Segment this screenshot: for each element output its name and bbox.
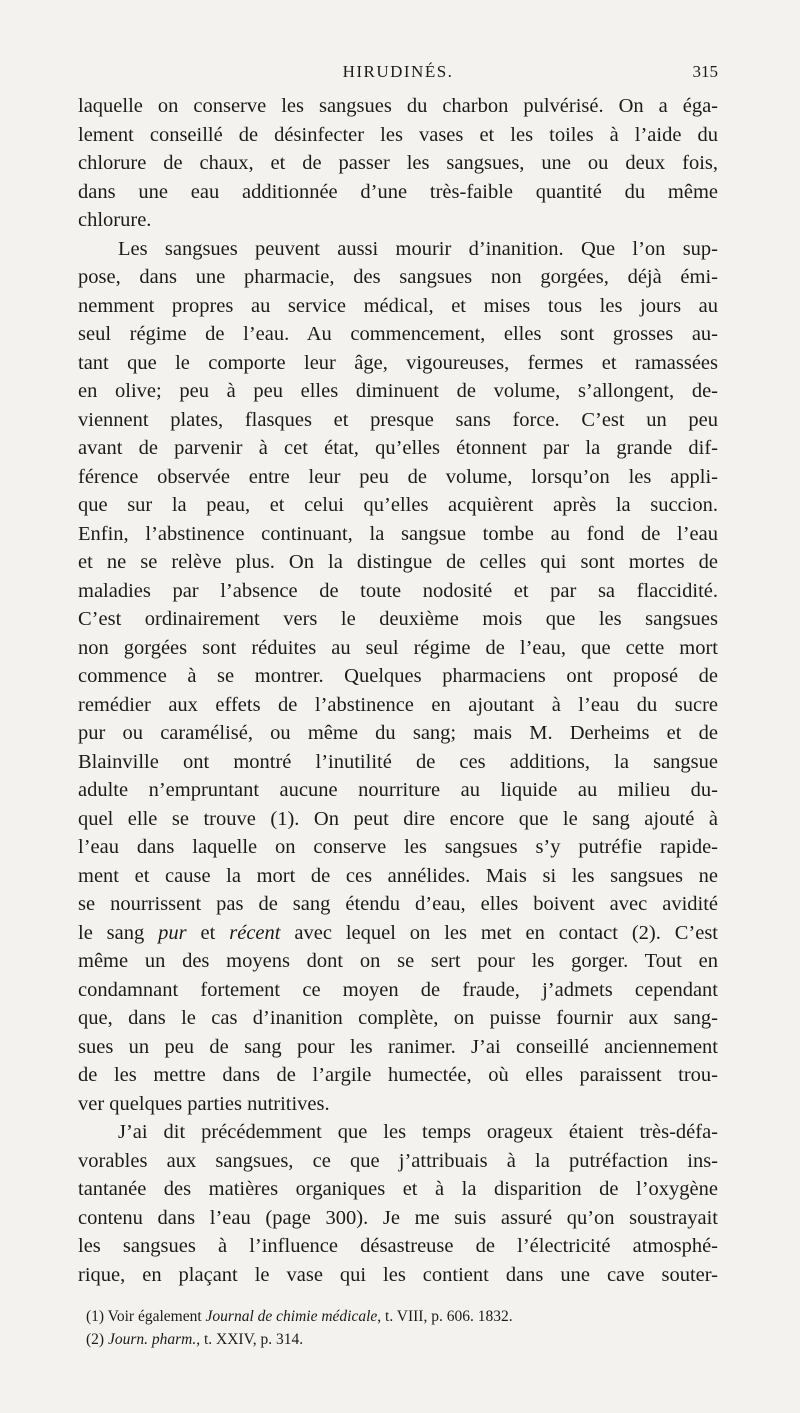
footnote — [78, 1328, 718, 1351]
text-line: quel elle se trouve (1). On peut dire encore que le sang ajouté à — [78, 807, 718, 830]
text-line: de les mettre dans de l’argile humectée, où elles paraissent trou- — [78, 1064, 718, 1086]
footnote-text: , t. VIII, p. 606. 1832. — [377, 1308, 513, 1325]
text-segment: avec lequel on les met en contact (2). C’est — [280, 921, 719, 944]
text-line: viennent plates, flasques et presque sans force. C’est un peu — [78, 408, 718, 431]
text-line: laquelle on conserve les sangsues du charbon pulvérisé. On a éga- — [78, 95, 718, 117]
running-title: HIRUDINÉS. — [342, 62, 454, 81]
text-line: se nourrissent pas de sang étendu d’eau, elles boivent avec avidité — [78, 893, 718, 915]
text-segment: le sang — [78, 921, 159, 944]
text-line: avant de parvenir à cet état, qu’elles étonnent par la grande dif- — [78, 437, 718, 459]
body-text — [78, 92, 718, 1289]
text-line — [78, 919, 718, 948]
text-line: Les sangsues peuvent aussi mourir d’inanition. Que l’on sup- — [118, 237, 718, 260]
text-line: tantanée des matières organiques et à la disparition de l’oxygène — [78, 1178, 718, 1200]
text-line: que, dans le cas d’inanition complète, on puisse fournir aux sang- — [78, 1007, 718, 1029]
text-line: contenu dans l’eau (page 300). Je me suis assuré qu’on soustrayait — [78, 1206, 718, 1229]
text-line: lement conseillé de désinfecter les vases et les toiles à l’aide du — [78, 123, 718, 146]
text-line: rique, en plaçant le vase qui les contient dans une cave souter- — [78, 1263, 718, 1286]
text-line: condamnant fortement ce moyen de fraude, j’admets cependant — [78, 978, 718, 1001]
footnotes — [78, 1305, 718, 1351]
text-line: en olive; peu à peu elles diminuent de volume, s’allongent, de- — [78, 380, 718, 402]
text-line: C’est ordinairement vers le deuxième mois que les sangsues — [78, 608, 718, 630]
text-line: vorables aux sangsues, ce que j’attribuais à la putréfaction ins- — [78, 1149, 718, 1172]
text-line: que sur la peau, et celui qu’elles acquièrent après la succion. — [78, 494, 718, 516]
footnote-source-title: Journ. pharm. — [107, 1331, 197, 1348]
text-line: commence à se montrer. Quelques pharmaciens ont proposé de — [78, 665, 718, 687]
footnote-text: , t. XXIV, p. 314. — [196, 1331, 304, 1348]
text-line: chlorure de chaux, et de passer les sangsues, une ou deux fois, — [78, 152, 718, 174]
italic-text: récent — [229, 921, 281, 944]
text-line: non gorgées sont réduites au seul régime de l’eau, que cette mort — [78, 636, 718, 659]
text-line: seul régime de l’eau. Au commencement, elles sont grosses au- — [78, 323, 718, 345]
text-line: même un des moyens dont on se sert pour les gorger. Tout en — [78, 950, 718, 972]
text-line: dans une eau additionnée d’une très-faible quantité du même — [78, 180, 718, 203]
text-line: l’eau dans laquelle on conserve les sangsues s’y putréfie rapide- — [78, 836, 718, 858]
text-line: pose, dans une pharmacie, des sangsues non gorgées, déjà émi- — [78, 266, 718, 288]
text-line: tant que le comporte leur âge, vigoureuses, fermes et ramassées — [78, 351, 718, 374]
italic-text: pur — [158, 921, 187, 944]
text-line: et ne se relève plus. On la distingue de celles qui sont mortes de — [78, 551, 718, 573]
text-line: ment et cause la mort de ces annélides. Mais si les sangsues ne — [78, 864, 718, 887]
text-line: pur ou caramélisé, ou même du sang; mais M. Derheims et de — [78, 722, 718, 744]
footnote — [78, 1305, 718, 1328]
footnote-source-title: Journal de chimie médicale — [205, 1308, 378, 1325]
text-line: ver quelques parties nutritives. — [78, 1092, 330, 1115]
text-line: Enfin, l’abstinence continuant, la sangsue tombe au fond de l’eau — [78, 522, 718, 545]
running-header — [78, 58, 718, 88]
text-line: férence observée entre leur peu de volume, lorsqu’on les appli- — [78, 465, 718, 488]
text-line: Blainville ont montré l’inutilité de ces additions, la sangsue — [78, 750, 718, 773]
text-line: sues un peu de sang pour les ranimer. J’ai conseillé anciennement — [78, 1035, 718, 1058]
text-line: J’ai dit précédemment que les temps orageux étaient très-défa- — [118, 1121, 718, 1143]
page-number: 315 — [692, 62, 718, 81]
footnote-text: (2) — [86, 1331, 108, 1348]
text-line: chlorure. — [78, 209, 152, 231]
text-line: maladies par l’absence de toute nodosité et par sa flaccidité. — [78, 579, 718, 602]
text-segment: et — [186, 921, 230, 944]
text-line: nemment propres au service médical, et mises tous les jours au — [78, 294, 718, 317]
footnote-text: (1) Voir également — [86, 1308, 206, 1325]
text-line: remédier aux effets de l’abstinence en ajoutant à l’eau du sucre — [78, 693, 718, 716]
text-line: adulte n’empruntant aucune nourriture au liquide au milieu du- — [78, 779, 718, 801]
text-line: les sangsues à l’influence désastreuse de l’électricité atmosphé- — [78, 1235, 718, 1257]
